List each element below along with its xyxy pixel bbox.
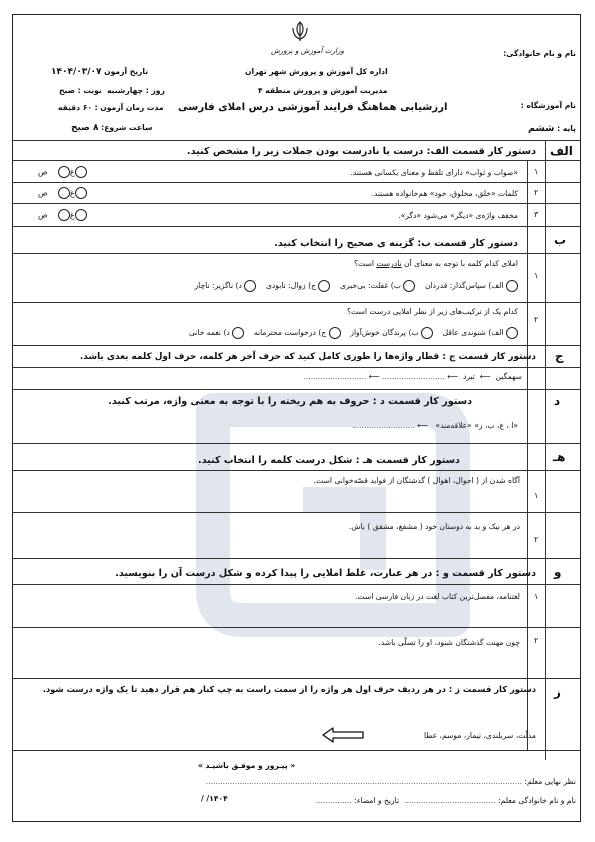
exam-sheet [12,14,581,822]
alef-item-num-1: ۱ [534,167,539,176]
be-q1-stem: املای کدام کلمه با توجه به معنای آن نادرست است؟ [353,259,518,268]
false-radio-2[interactable] [58,187,70,199]
section-dal-instruction: دستور کار قسمت د : حروف به هم ریخته را با توجه به معنی واژه، مرتب کنید. [108,396,472,407]
be-q1-option-a-radio[interactable] [506,280,518,292]
section-alef-instruction: دستور کار قسمت الف: درست یا نادرست بودن جملات زیر را مشخص کنید. [186,146,536,157]
vav-item-num-2: ۲ [534,636,539,645]
he-item-num-2: ۲ [534,535,539,544]
ze-word-row: مذلّت، سربلندی، تیمار، موسم، عطا [424,731,536,740]
be-q2-option-b-radio[interactable] [421,327,433,339]
start-time: ساعت شروع: ۸ صبح [71,123,153,133]
closing-wish: « پیـروز و موفـق باشیـد » [198,761,296,770]
section-jim-instruction: دستور کار قسمت ج : قطار واژه‌ها را طوری کامل کنید که حرف آخر هر کلمه، حرف اول کلمه بعدی باشد. [79,352,536,362]
section-he-instruction: دستور کار قسمت هـ : شکل درست کلمه را انتخاب کنید. [197,455,460,466]
alef-truefalse-3: غ ص [38,209,87,221]
section-letter-be: ب [554,233,567,247]
section-letter-ze: ز [554,685,561,699]
teacher-name-field: نام و نام خانوادگی معلم: ...................................... تاریخ و امضاء: ............... [315,796,576,805]
vav-item-num-1: ۱ [534,592,539,601]
alef-item-num-2: ۲ [534,188,539,197]
section-letter-jim: ج [555,349,564,363]
he-item-text-2: در هر نیک و بد به دوستان خود ( مشفغ، مشفق ) باش. [348,522,520,531]
emblem-icon [285,20,315,44]
alef-item-text-1: «صواب و ثواب» دارای تلفظ و معنای یکسانی هستند. [350,168,518,177]
final-grade-field: نظر نهایی معلم: ................................................................................................................................... [205,777,576,786]
be-q2-stem: کدام یک از ترکیب‌های زیر از نظر املایی درست است؟ [346,307,518,316]
be-q2-option-d-radio[interactable] [232,327,244,339]
alef-item-text-2: کلمات «خلق، مخلوق، خود» هم‌خانواده هستند. [371,189,518,198]
be-q2-option-a-radio[interactable] [506,327,518,339]
be-q2-option-c-radio[interactable] [329,327,341,339]
section-ze-instruction: دستور کار قسمت ز : در هر ردیف حرف اول هر واژه را از سمت راست به چپ کنار هم قرار دهید تا یک واژه درست شود. [42,684,536,694]
he-item-num-1: ۱ [534,491,539,500]
jim-word-chain: سهمگین ⟵ تبرد ⟵ .......................... ⟵ .......................... [303,372,522,381]
be-q1-options: الف) سپاس‌گذار: قدردان ب) غفلت: بی‌خبری ج) زوال: نابودی د) ناگزیر: ناچار [195,280,519,292]
alef-item-text-3: مخفف واژه‌ی «دیگر» می‌شود «دگر». [398,211,518,220]
section-letter-he: هـ [553,450,566,464]
be-q1-num: ۱ [534,271,539,280]
arrow-left-icon: ⟵ [447,372,459,381]
true-radio-3[interactable] [75,209,87,221]
section-letter-vav: و [554,565,562,579]
section-letter-alef: الف [550,144,573,158]
false-radio-1[interactable] [58,166,70,178]
dal-scrambled-letters: «ا ، غ، ب، ر» «علاقه‌مند» ⟵ .......................... [352,421,518,430]
section-letter-dal: د [554,394,561,408]
true-radio-2[interactable] [75,187,87,199]
arrow-left-icon [321,727,365,747]
be-q1-option-b-radio[interactable] [403,280,415,292]
exam-date: تاریخ آزمون ۱۴۰۴/۰۳/۰۷ [51,67,149,77]
be-q1-option-c-radio[interactable] [318,280,330,292]
vav-item-text-2: چون مهنت گذشتگان شنود، او را تسلّی باشد. [378,638,520,647]
exam-title: ارزشیابی هماهنگ فرایند آموزشی درس املای فارسی [178,102,448,113]
vav-item-text-1: لغتنامه، مفصل‌ترین کتاب لغت در زبان فارسی است. [355,592,520,601]
he-item-text-1: آگاه شدن از ( احوال، اهوال ) گذشتگان از فواید قصّه‌خوانی است. [313,476,520,485]
exam-day-shift: روز : چهارشنبه نوبت : صبح [59,86,165,95]
false-radio-3[interactable] [58,209,70,221]
office-name: اداره کل آموزش و پرورش شهر تهران [245,67,388,76]
section-vav-instruction: دستور کار قسمت و : در هر عبارت، غلط املایی را پیدا کرده و شکل درست آن را بنویسید. [115,568,536,579]
alef-item-num-3: ۳ [534,210,539,219]
alef-truefalse-2: غ ص [38,187,87,199]
ministry-name: وزارت آموزش و پرورش [271,46,344,55]
exam-duration: مدت زمان آزمون : ۶۰ دقیقه [58,103,164,112]
arrow-left-icon: ⟵ [479,372,491,381]
student-name-label: نام و نام خانوادگی: [503,49,576,58]
be-q2-num: ۲ [534,315,539,324]
section-be-instruction: دستور کار قسمت ب: گزینه ی صحیح را انتخاب کنید. [274,238,518,249]
be-q1-option-d-radio[interactable] [244,280,256,292]
sign-date: ۱۴۰۴/ / [201,794,228,803]
true-radio-1[interactable] [75,166,87,178]
school-label: نام آموزشگاه : [520,101,576,110]
arrow-left-icon: ⟵ [368,372,380,381]
be-q2-options: الف) شنوندی عاقل ب) پرندگان خوش‌آواز ج) درخواست محترمانه د) نغمه خانی [189,327,518,339]
district-name: مدیریت آموزش و پرورش منطقه ۴ [258,86,388,95]
alef-truefalse-1: غ ص [38,166,87,178]
grade-field: پایه : ششم [528,123,576,134]
arrow-left-icon: ⟵ [417,421,429,430]
